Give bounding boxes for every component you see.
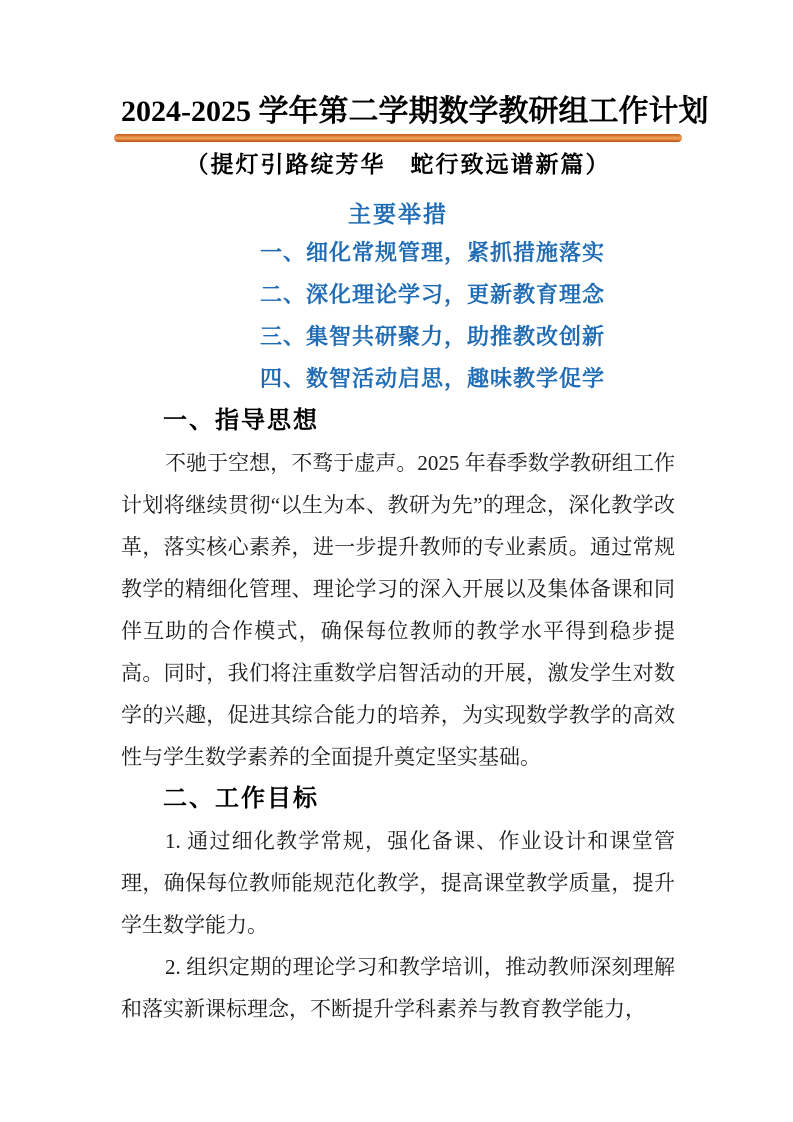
- page-title: 2024-2025 学年第二学期数学教研组工作计划: [121, 95, 709, 128]
- section-heading: 二、工作目标: [163, 785, 319, 812]
- body-paragraph: 2. 组织定期的理论学习和教学培训，推动教师深刻理解和落实新课标理念，不断提升学科素养与教育教学能力，: [121, 955, 675, 1021]
- title-underline: [114, 134, 682, 142]
- measures-list: [260, 232, 675, 400]
- body-paragraph: 不驰于空想，不骛于虚声。2025 年春季数学教研组工作计划将继续贯彻“以生为本、教研为先”的理念，深化教学改革，落实核心素养，进一步提升教师的专业素质。通过常规教学的精细化管理、理论学习的深入开展以及集体备课和同伴互助的合作模式，确保每位教师的教学水平得到稳步提高。同时，我们将注重数学启智活动的开展，激发学生对数学的兴趣，促进其综合能力的培养，为实现数学教学的高效性与学生数学素养的全面提升奠定坚实基础。: [121, 451, 675, 769]
- measures-heading: 主要举措: [348, 202, 448, 227]
- measure-item: 四、数智活动启思，趣味教学促学: [260, 366, 606, 391]
- measure-item: 三、集智共研聚力，助推教改创新: [260, 324, 606, 349]
- measures-block: [121, 198, 675, 400]
- document-content: [121, 92, 709, 1030]
- section-heading: 一、指导思想: [163, 407, 319, 434]
- measure-item: 二、深化理论学习，更新教育理念: [260, 282, 606, 307]
- measure-item: 一、细化常规管理，紧抓措施落实: [260, 240, 606, 265]
- section-guiding-ideology: [121, 400, 675, 778]
- doc-subtitle: （提灯引路绽芳华 蛇行致远谱新篇）: [185, 152, 611, 177]
- section-work-goals: [121, 778, 675, 1030]
- body-paragraph: 1. 通过细化教学常规，强化备课、作业设计和课堂管理，确保每位教师能规范化教学，提高课堂教学质量，提升学生数学能力。: [121, 829, 675, 937]
